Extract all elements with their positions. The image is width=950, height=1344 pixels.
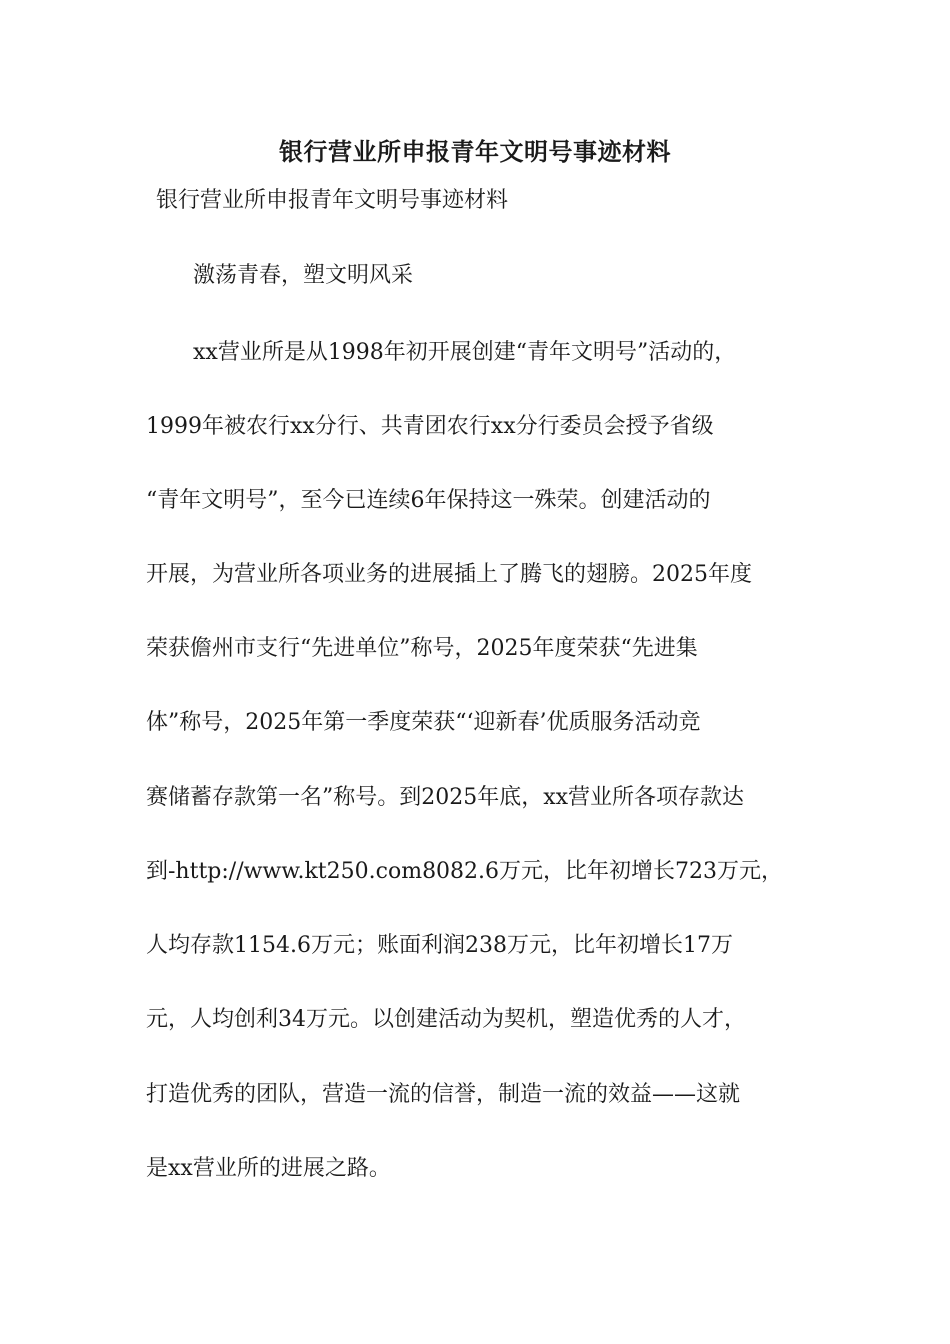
paragraph-line: 打造优秀的团队，营造一流的信誉，制造一流的效益——这就 — [146, 1082, 741, 1107]
paragraph-line: 赛储蓄存款第一名”称号。到2025年底，xx营业所各项存款达 — [146, 785, 745, 810]
paragraph-line: 是xx营业所的进展之路。 — [146, 1156, 391, 1181]
paragraph-line: 体”称号，2025年第一季度荣获“‘迎新春’优质服务活动竞 — [146, 710, 701, 735]
paragraph-line: 元，人均创利34万元。以创建活动为契机，塑造优秀的人才， — [146, 1007, 746, 1032]
paragraph-line: 1999年被农行xx分行、共青团农行xx分行委员会授予省级 — [146, 414, 714, 439]
document-title: 银行营业所申报青年文明号事迹材料 — [279, 137, 671, 166]
document-subtitle: 银行营业所申报青年文明号事迹材料 — [156, 188, 509, 213]
paragraph-line: 到-http://www.kt250.com8082.6万元，比年初增长723万元， — [146, 859, 784, 884]
paragraph-line: 开展，为营业所各项业务的进展插上了腾飞的翅膀。2025年度 — [146, 562, 752, 587]
paragraph-line: xx营业所是从1998年初开展创建“青年文明号”活动的， — [193, 340, 737, 365]
paragraph-line: “青年文明号”，至今已连续6年保持这一殊荣。创建活动的 — [146, 488, 711, 513]
section-heading: 激荡青春，塑文明风采 — [193, 263, 414, 288]
paragraph-line: 荣获儋州市支行“先进单位”称号，2025年度荣获“先进集 — [146, 636, 698, 661]
paragraph-line: 人均存款1154.6万元；账面利润238万元，比年初增长17万 — [146, 933, 733, 958]
